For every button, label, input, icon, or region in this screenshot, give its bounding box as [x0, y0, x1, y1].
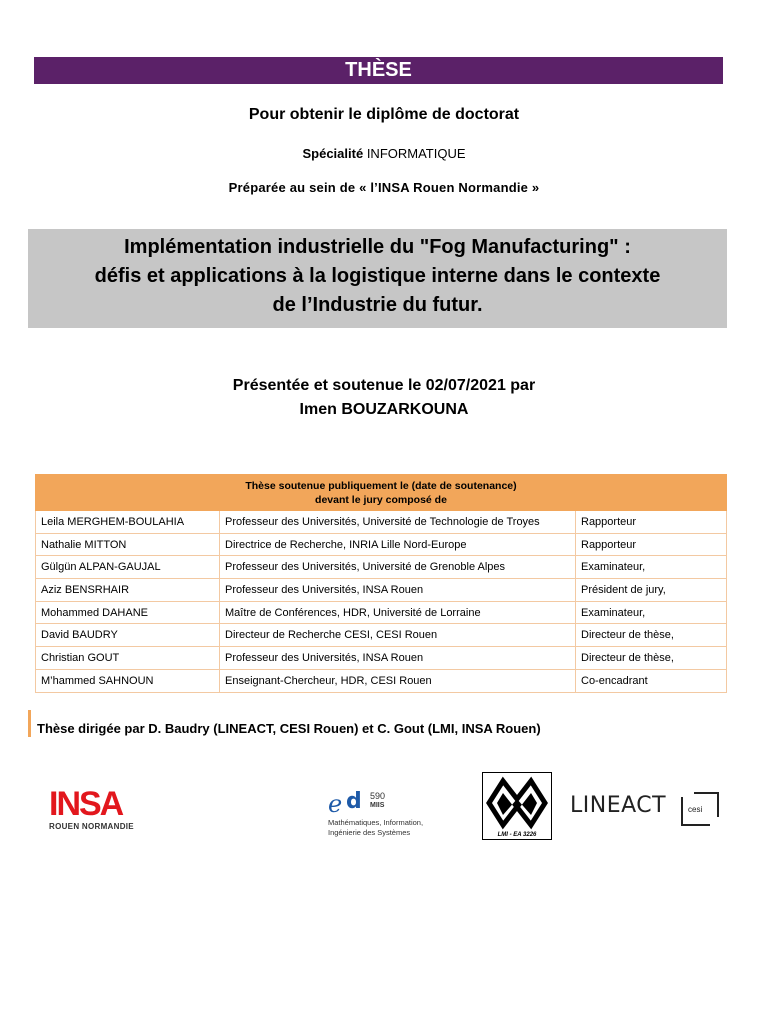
table-row [36, 556, 727, 579]
thesis-title [28, 229, 727, 328]
jury-name: Aziz BENSRHAIR [36, 579, 220, 602]
lmi-caption: LMI - EA 3226 [497, 832, 537, 838]
thesis-title-line-1: Implémentation industrielle du "Fog Manufacturing" : [124, 236, 631, 258]
jury-title: Directeur de Recherche CESI, CESI Rouen [220, 624, 576, 647]
specialite-value: INFORMATIQUE [366, 146, 466, 161]
jury-name: David BAUDRY [36, 624, 220, 647]
table-row [36, 647, 727, 670]
table-row [36, 533, 727, 556]
jury-header-line-1: Thèse soutenue publiquement le (date de soutenance) [245, 479, 517, 492]
ed-miis-label: MIIS [370, 802, 385, 809]
specialite-line [0, 146, 768, 161]
jury-title: Directrice de Recherche, INRIA Lille Nord-Europe [220, 533, 576, 556]
lmi-logo [482, 772, 552, 840]
insa-logo-subtitle: ROUEN NORMANDIE [49, 822, 134, 831]
jury-title: Professeur des Universités, INSA Rouen [220, 647, 576, 670]
jury-title: Professeur des Universités, INSA Rouen [220, 579, 576, 602]
ed-text-line-1: Mathématiques, Information, [328, 818, 424, 827]
thesis-title-line-3: de l’Industrie du futur. [272, 294, 483, 316]
jury-role: Directeur de thèse, [576, 624, 727, 647]
svg-text:e: e [328, 790, 343, 818]
table-row [36, 624, 727, 647]
svg-text:d: d [346, 789, 362, 814]
table-row [36, 511, 727, 534]
table-row [36, 669, 727, 692]
jury-header-cell [36, 475, 727, 511]
thesis-title-line-2: défis et applications à la logistique interne dans le contexte [94, 265, 661, 287]
jury-name: Nathalie MITTON [36, 533, 220, 556]
ed-mark [328, 788, 458, 818]
jury-name: Mohammed DAHANE [36, 601, 220, 624]
institution-line: Préparée au sein de « l’INSA Rouen Normandie » [228, 180, 540, 195]
jury-table-header [36, 475, 727, 511]
diploma-line: Pour obtenir le diplôme de doctorat [248, 106, 520, 123]
jury-role: Rapporteur [576, 533, 727, 556]
table-row [36, 601, 727, 624]
jury-role: Président de jury, [576, 579, 727, 602]
jury-name: Christian GOUT [36, 647, 220, 670]
jury-title: Enseignant-Chercheur, HDR, CESI Rouen [220, 669, 576, 692]
jury-name: Gülgün ALPAN-GAUJAL [36, 556, 220, 579]
lineact-logo: LINEACT [570, 793, 667, 818]
jury-title: Maître de Conférences, HDR, Université de Lorraine [220, 601, 576, 624]
defense-date-line: Présentée et soutenue le 02/07/2021 par [232, 377, 536, 394]
jury-header-line-2: devant le jury composé de [315, 493, 447, 506]
insa-logo [49, 785, 137, 831]
cesi-text: cesi [688, 805, 703, 814]
ed-number: 590 [370, 791, 386, 801]
lmi-mark-icon [483, 773, 551, 831]
jury-role: Directeur de thèse, [576, 647, 727, 670]
jury-title: Professeur des Universités, Université de Technologie de Troyes [220, 511, 576, 534]
jury-role: Rapporteur [576, 511, 727, 534]
ed-symbol-icon [328, 788, 370, 818]
jury-name: M’hammed SAHNOUN [36, 669, 220, 692]
ed-text-line-2: Ingénierie des Systèmes [328, 828, 411, 837]
jury-title: Professeur des Universités, Université de Grenoble Alpes [220, 556, 576, 579]
author-name: Imen BOUZARKOUNA [299, 401, 469, 418]
thesis-banner: THÈSE [34, 57, 723, 84]
jury-role: Examinateur, [576, 556, 727, 579]
specialite-label: Spécialité [302, 146, 364, 161]
cesi-logo [680, 791, 720, 827]
jury-role: Examinateur, [576, 601, 727, 624]
jury-table [35, 474, 727, 693]
thesis-direction: Thèse dirigée par D. Baudry (LINEACT, CESI Rouen) et C. Gout (LMI, INSA Rouen) [28, 710, 541, 737]
jury-name: Leila MERGHEM-BOULAHIA [36, 511, 220, 534]
jury-role: Co-encadrant [576, 669, 727, 692]
ed-miis-logo [328, 788, 458, 838]
insa-logo-text: INSA [49, 785, 123, 823]
table-row [36, 579, 727, 602]
